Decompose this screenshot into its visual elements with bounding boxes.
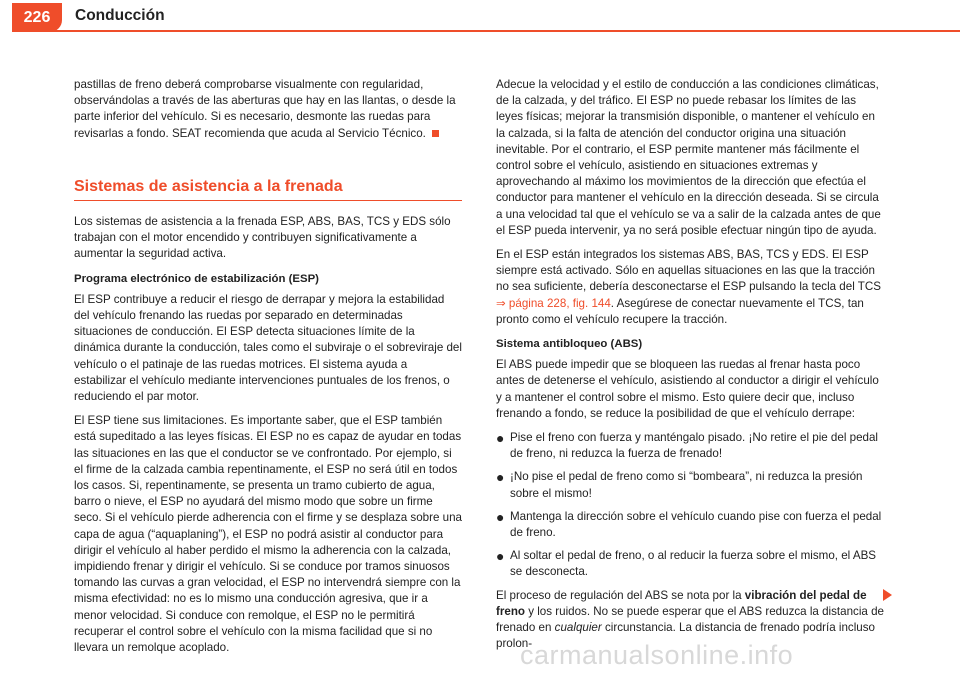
list-item-text: Pise el freno con fuerza y manténgalo pisado. ¡No retire el pie del pedal de freno, ni reduzca la fuerza de frenado!	[510, 431, 878, 461]
bullet-icon: ●	[496, 548, 505, 565]
abs-final-text-a: El proceso de regulación del ABS se nota por la	[496, 588, 745, 602]
page-reference-link[interactable]: ⇒ página 228, fig. 144	[496, 296, 611, 310]
esp-paragraph-2: El ESP tiene sus limitaciones. Es importante saber, que el ESP también está supeditado a las leyes físicas. El ESP no es capaz de ayudar en todas las situaciones en las que el conductor se ve confrontado. Por ejemplo, si el firme de la calzada cambia repentinamente, el ESP no será útil en todos los casos. Si, repentinamente, se presenta un tramo cubierto de agua, barro o nieve, el ESP no ayudará del mismo modo que sobre un firme seco. Si el vehículo pierde adherencia con el firme y se desplaza sobre una capa de agua (“aquaplaning”), el ESP no podrá asistir al conductor para dirigir el vehículo al haber perdido el mismo la adherencia con la calzada, impidiendo frenar y dirigir el vehículo. Si se conduce por tramos sinuosos tomando las curvas a gran velocidad, el ESP no intervendrá siempre con la misma efectividad: no es lo mismo una conducción agresiva, que ir a menor velocidad. Si conduce con remolque, el ESP no le permitirá recuperar el control sobre el vehículo con la misma facilidad que si no llevara un remolque acoplado.	[74, 414, 462, 655]
list-item-text: ¡No pise el pedal de freno como si “bombeara”, ni reduzca la presión sobre el mismo!	[510, 470, 863, 500]
left-column	[74, 77, 462, 664]
esp-paragraph-1: El ESP contribuye a reducir el riesgo de derrapar y mejora la estabilidad del vehículo frenando las ruedas por separado en determinadas situaciones de conducción. El ESP detecta situaciones límite de la dinámica durante la conducción, tales como el subviraje o el sobreviraje del vehículo o el patinaje de las ruedas motrices. El sistema ayuda a estabilizar el vehículo mediante intervenciones puntuales de los frenos, o reduciendo el par motor.	[74, 292, 462, 404]
list-item	[496, 509, 884, 541]
abs-heading: Sistema antibloqueo (ABS)	[496, 338, 643, 351]
section-intro: Los sistemas de asistencia a la frenada ESP, ABS, BAS, TCS y EDS sólo trabajan con el motor encendido y contribuyen significativamente a aumentar la seguridad activa.	[74, 215, 451, 261]
esp-p4-text-a: En el ESP están integrados los sistemas ABS, BAS, TCS y EDS. El ESP siempre está activado. Sólo en aquellas situaciones en las que la tracción no sea suficiente, debería desconectarse el ESP pulsando la tecla del TCS	[496, 248, 881, 294]
list-item	[496, 548, 884, 580]
list-item	[496, 469, 884, 501]
page-header	[0, 0, 960, 38]
continue-arrow-icon	[883, 589, 892, 601]
abs-paragraph: El ABS puede impedir que se bloqueen las ruedas al frenar hasta poco antes de detenerse el vehículo, asistiendo al conductor a dirigir el vehículo y a mantener el control sobre el mismo. Esto quiere decir que, incluso frenando a fondo, se reduce la posibilidad de que el vehículo derrape:	[496, 358, 879, 420]
esp-heading: Programa electrónico de estabilización (ESP)	[74, 272, 319, 285]
section-end-icon	[432, 130, 439, 137]
bullet-icon: ●	[496, 469, 505, 486]
section-title: Sistemas de asistencia a la frenada	[74, 179, 462, 201]
abs-final-italic: cualquier	[554, 621, 602, 635]
abs-final-text-c: circunstancia. La distancia de frenado podría incluso prolon-	[496, 621, 875, 651]
list-item-text: Mantenga la dirección sobre el vehículo cuando pise con fuerza el pedal de freno.	[510, 509, 882, 540]
esp-paragraph-3: Adecue la velocidad y el estilo de conducción a las condiciones climáticas, de la calzada, y del tráfico. El ESP no puede rebasar los límites de las leyes físicas; mejorar la transmisión disponible, o mantener el vehículo en la calzada, si la falta de atención del conductor origina una situación inevitable. Por el contrario, el ESP permite mantener más fácilmente el control sobre el vehículo, asistiendo en situaciones extremas y aprovechando al máximo los movimientos de la dirección que efectúa el conductor para mantener el vehículo en la dirección deseada. Si se circula a una velocidad tal que el vehículo se va a salir de la calzada antes de que el ESP pueda intervenir, ya no será posible efectuar ningún tipo de ayuda.	[496, 78, 881, 237]
esp-paragraph-4	[496, 247, 884, 328]
bullet-icon: ●	[496, 508, 505, 525]
abs-final-bold: vibración del pedal de freno	[496, 588, 867, 618]
header-divider	[12, 30, 960, 32]
watermark: carmanualsonline.info	[520, 640, 794, 670]
right-column	[496, 77, 884, 661]
page-number-badge: 226	[12, 3, 62, 32]
intro-paragraph	[74, 77, 462, 142]
esp-p4-text-b: . Asegúrese de conectar nuevamente el TCS, tan pronto como el vehículo recupere la tracción.	[496, 296, 864, 326]
bullet-icon: ●	[496, 430, 505, 447]
list-item-text: Al soltar el pedal de freno, o al reducir la fuerza sobre el mismo, el ABS se desconecta.	[510, 549, 877, 579]
abs-final-text-b: y los ruidos. No se puede esperar que el ABS reduzca la distancia de frenado en	[496, 604, 884, 635]
intro-text: pastillas de freno deberá comprobarse visualmente con regularidad, observándolas a través de las aberturas que hay en las llantas, o desde la parte inferior del vehículo. Si es necesario, desmonte las ruedas para revisarlas a fondo. SEAT recomienda que acuda al Servicio Técnico.	[74, 78, 456, 140]
chapter-title: Conducción	[75, 7, 165, 24]
list-item	[496, 430, 884, 462]
